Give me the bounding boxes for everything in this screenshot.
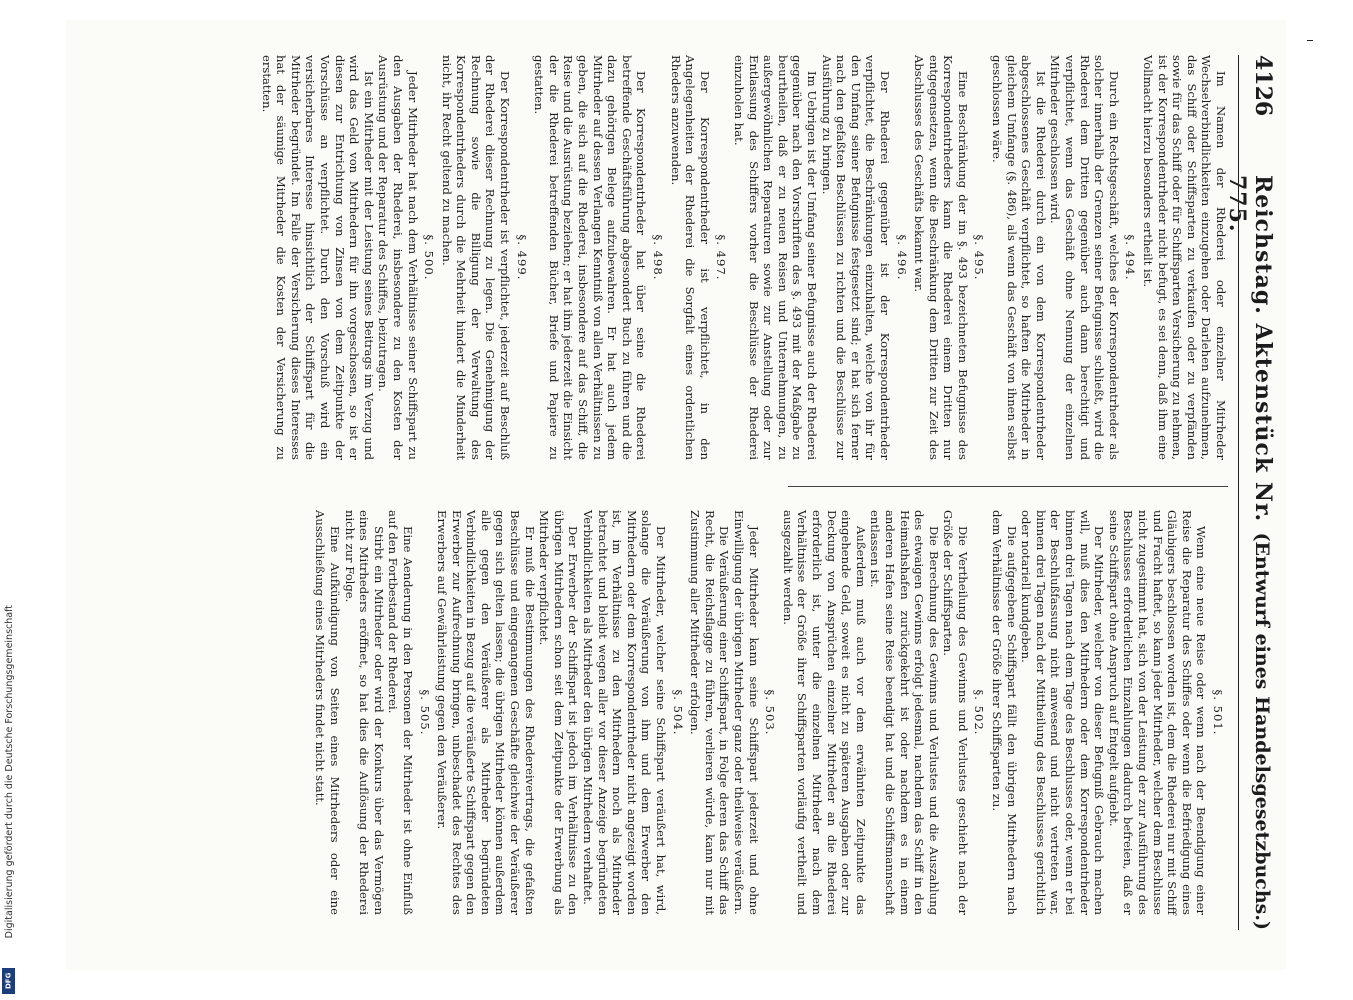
section-number: §. 501. [1211, 689, 1225, 736]
column-divider [788, 486, 1228, 487]
section-number: §. 498. [651, 234, 666, 281]
section-number: §. 504. [670, 689, 685, 736]
section-number: §. 500. [422, 234, 437, 281]
page-title: Reichstag. Aktenstück Nr. 775. [1224, 175, 1276, 523]
paragraph: Der Mitrheder, welcher von dieser Befugniß Gebrauch machen will, muß dies den Mitrhedern oder dem Korrespondentrheder binnen drei Tagen nach dem Tage des Beschlusses oder, wenn er bei der Beschlußfassung nicht anwesend und nicht vertreten war, binnen drei Tagen nach der Mittheilung des Beschlusses gerichtlich oder notariell kundgeben. [1019, 510, 1107, 915]
paragraph: Der Korrespondentrheder ist verpflichtet, in den Angelegenheiten der Rhederei die Sorgfalt eines ordentlichen Rheders anzuwenden. [668, 55, 712, 460]
document-page [66, 20, 1286, 970]
paragraph: Ist die Rhederei durch ein von dem Korrespondentrheder abgeschlossenes Geschäft verpflichtet, so haften die Mitrheder in gleichem Umfange (§. 486), als wenn das Geschäft von ihnen selbst geschlossen wäre. [990, 55, 1048, 460]
paragraph: Er muß die Bestimmungen des Rhedereivertrags, die gefaßten Beschlüsse und eingegangenen Geschäfte gleichwie der Veräußerer gegen sich gelten lassen; die übrigen Mitrheder können außerdem alle gegen den Veräußerer als Mitrheder begründeten Verbindlichkeiten in Bezug auf die veräußerte Schiffspart gegen den Erwerber zur Aufrechnung bringen, unbeschadet des Rechtes des Erwerbers auf Gewährleistung gegen den Veräußerer. [435, 510, 537, 915]
section-number: §. 502. [972, 689, 987, 736]
section-number: §. 494. [1123, 234, 1138, 281]
page-header [1224, 55, 1276, 930]
paragraph: Eine Aenderung in den Personen der Mitrheder ist ohne Einfluß auf den Fortbestand der Rhederei. [386, 510, 415, 915]
paragraph: Wenn eine neue Reise oder wenn nach der Beendigung einer Reise die Reparatur des Schiffes oder wenn die Befriedigung eines Gläubigers beschlossen worden ist, dem die Rhederei nur mit Schiff und Fracht haftet, so kann jeder Mitrheder, welcher dem Beschlusse nicht zugestimmt hat, sich von der Leistung der zur Ausführung des Beschlusses erforderlichen Einzahlungen dadurch befreien, daß er seine Schiffspart ohne Anspruch auf Entgelt aufgiebt. [1106, 510, 1209, 915]
paragraph: Der Mitrheder, welcher seine Schiffspart veräußert hat, wird, solange die Veräußerung von ihm und dem Erwerber den Mitrhedern oder dem Korrespondentrheder nicht angezeigt worden ist, im Verhältnisse zu den Mitrhedern noch als Mitrheder betrachtet und bleibt wegen aller vor dieser Anzeige begründeten Verbindlichkeiten als Mitrheder den übrigen Mitrhedern verhaftet. [581, 510, 669, 915]
right-column [313, 510, 1228, 915]
section-number: §. 499. [514, 234, 529, 281]
paragraph: Im Namen der Rhederei oder einzelner Mitrheder Wechselverbindlichkeiten einzugehen oder Darlehen aufzunehmen, das Schiff oder Schiffsparten zu verkaufen oder zu verpfänden sowie für das Schiff oder für Schiffsparten Versicherung zu nehmen, ist der Korrespondentrheder nicht befugt, es sei denn, daß ihm eine Vollmacht hierzu besonders ertheilt ist. [1141, 55, 1228, 460]
paragraph: Durch ein Rechtsgeschäft, welches der Korrespondentrheder als solcher innerhalb der Grenzen seiner Befugnisse schließt, wird die Rhederei dem Dritten gegenüber auch dann berechtigt und verpflichtet, wenn das Geschäft ohne Nennung der einzelnen Mitrheder geschlossen wird. [1048, 55, 1121, 460]
section-number: §. 505. [417, 689, 432, 736]
page-number: 4126 [1250, 55, 1276, 117]
paragraph: Stirbt ein Mitrheder oder wird der Konkurs über das Vermögen eines Mitrheders eröffnet, so hat dies die Auflösung der Rhederei nicht zur Folge. [342, 510, 386, 915]
paragraph: Die aufgegebene Schiffspart fällt den übrigen Mitrhedern nach dem Verhältnisse der Größe ihrer Schiffsparten zu. [990, 510, 1019, 915]
paragraph: Jeder Mitrheder hat nach dem Verhältnisse seiner Schiffspart zu den Ausgaben der Rhederei, insbesondere zu den Kosten der Ausrüstung und der Reparatur des Schiffes, beizutragen. [376, 55, 420, 460]
paragraph: Die Vertheilung des Gewinns und Verlustes geschieht nach der Größe der Schiffsparten. [941, 510, 970, 915]
paragraph: Im Uebrigen ist der Umfang seiner Befugnisse auch der Rhederei gegenüber nach den Vorschriften des §. 493 mit der Maßgabe zu beurtheilen, daß er zu neuen Reisen und Unternehmungen, zu außergewöhnlichen Reparaturen sowie zur Anstellung oder zur Entlassung des Schiffers vorher die Beschlüsse der Rhederei einzuholen hat. [732, 55, 819, 460]
digitization-credit: Digitalisierung gefördert durch die Deutsche Forschungsgemeinschaft [4, 605, 15, 939]
paragraph: Die Veräußerung einer Schiffspart, in Folge deren das Schiff das Recht, die Reichsflagge zu führen, verlieren würde, kann nur mit Zustimmung aller Mitrheder erfolgen. [688, 510, 732, 915]
left-column [259, 55, 1228, 460]
page-subtitle: (Entwurf eines Handelsgesetzbuchs.) [1251, 532, 1273, 930]
section-number: §. 497. [714, 234, 729, 281]
paragraph: Eine Beschränkung der im §. 493 bezeichneten Befugnisse des Korrespondentrheders kann die Rhederei einem Dritten nur entgegensetzen, wenn die Beschränkung dem Dritten zur Zeit des Abschlusses des Geschäfts bekannt war. [912, 55, 970, 460]
scan-mark [1307, 40, 1313, 41]
section-number: §. 503. [763, 689, 778, 736]
paragraph: Der Erwerber der Schiffspart ist jedoch im Verhältnisse zu den übrigen Mitrhedern schon seit dem Zeitpunkte der Erwerbung als Mitrheder verpflichtet. [537, 510, 581, 915]
section-number: §. 495. [972, 234, 987, 281]
paragraph: Der Korrespondentrheder ist verpflichtet, jederzeit auf Beschluß der Rhederei dieser Rechnung zu legen. Die Genehmigung der Rechnung sowie die Billigung der Verwaltung des Korrespondentrheders durch die Mehrheit hindert die Minderheit nicht, ihr Recht geltend zu machen. [439, 55, 513, 460]
header-rule [1238, 55, 1239, 930]
section-number: §. 496. [894, 234, 909, 281]
dfg-logo: DFG [2, 968, 15, 994]
paragraph: Der Rhederei gegenüber ist der Korrespondentrheder verpflichtet, die Beschränkungen einzuhalten, welche von ihr für den Umfang seiner Befugnisse festgesetzt sind; er hat sich ferner nach den gefaßten Beschlüssen zu richten und die Beschlüsse zur Ausführung zu bringen. [819, 55, 892, 460]
paragraph: Außerdem muß auch vor dem erwähnten Zeitpunkte das eingehende Geld, soweit es nicht zu späteren Ausgaben oder zur Deckung von Ansprüchen einzelner Mitrheder an die Rhederei erforderlich ist, unter die einzelnen Mitrheder nach dem Verhältnisse der Größe ihrer Schiffsparten vorläufig vertheilt und ausgezahlt werden. [780, 510, 868, 915]
paragraph: Der Korrespondentrheder hat über seine die Rhederei betreffende Geschäftsführung abgesondert Buch zu führen und die dazu gehörigen Belege aufzubewahren. Er hat auch jedem Mitrheder auf dessen Verlangen Kenntniß von allen Verhältnissen zu geben, die sich auf die Rhederei, insbesondere auf das Schiff, die Reise und die Ausrüstung beziehen; er hat ihm jederzeit die Einsicht der die Rhederei betreffenden Bücher, Briefe und Papiere zu gestatten. [532, 55, 649, 460]
paragraph: Jeder Mitrheder kann seine Schiffspart jederzeit und ohne Einwilligung der übrigen Mitrheder ganz oder theilweise veräußern. [732, 510, 761, 915]
paragraph: Die Berechnung des Gewinns und Verlustes und die Auszahlung des etwaigen Gewinns erfolgt jedesmal, nachdem das Schiff in den Heimathshafen zurückgekehrt ist oder nachdem es in einem anderen Hafen seine Reise beendigt hat und die Schiffsmannschaft entlassen ist. [868, 510, 941, 915]
paragraph: Ist ein Mitrheder mit der Leistung seines Beitrags im Verzug und wird das Geld von Mitrhedern für ihn vorgeschossen, so ist er diesen zur Entrichtung von Zinsen von dem Zeitpunkte der Vorschüsse an verpflichtet. Durch den Vorschuß wird ein versicherbares Interesse hinsichtlich der Schiffspart für die Mitrheder begründet. Im Falle der Versicherung dieses Interesses hat der säumige Mitrheder die Kosten der Versicherung zu erstatten. [259, 55, 376, 460]
paragraph: Eine Aufkündigung von Seiten eines Mitrheders oder eine Ausschließung eines Mitrheders findet nicht statt. [313, 510, 342, 915]
